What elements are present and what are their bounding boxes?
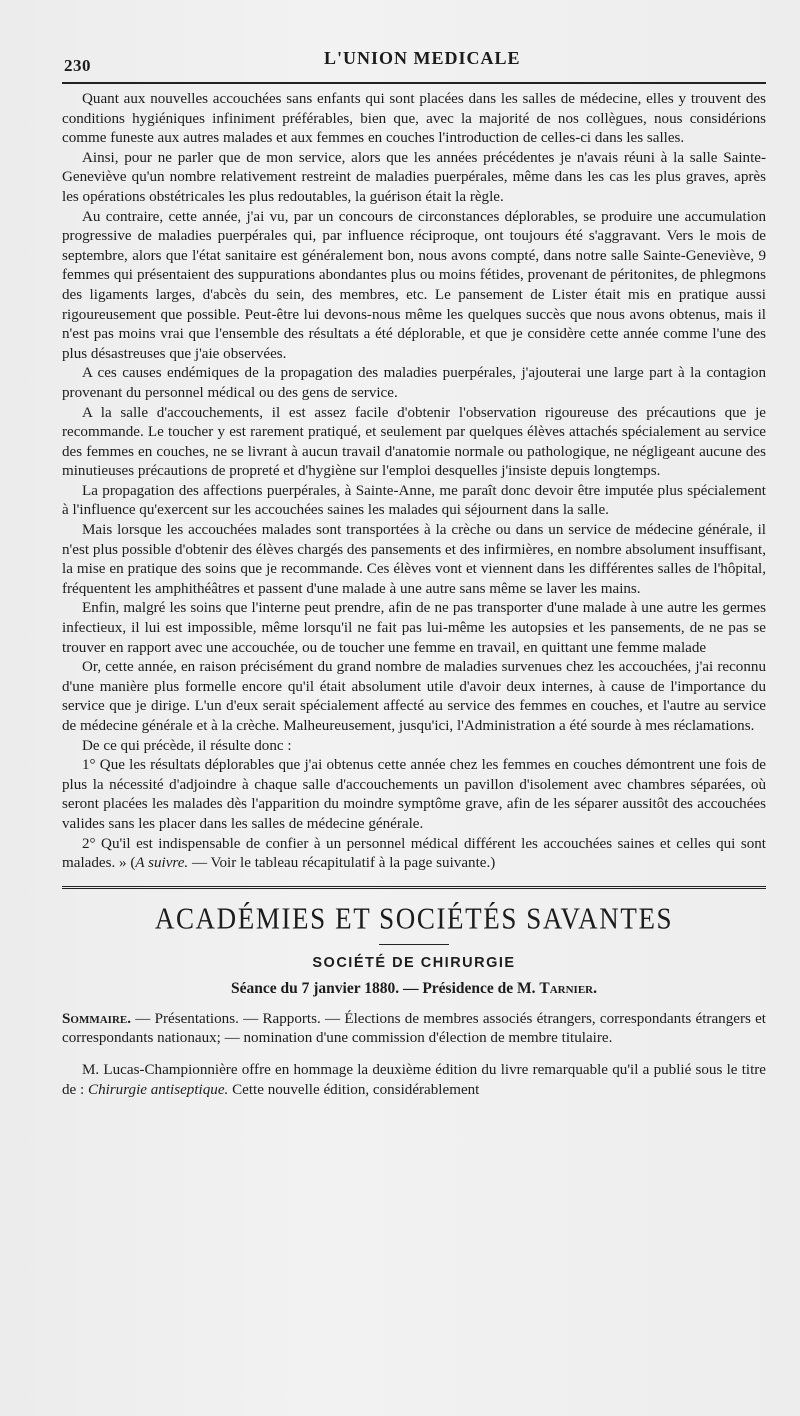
paragraph: Enfin, malgré les soins que l'interne peut prendre, afin de ne pas transporter d'une malade à une autre les germes infectieux, il lui est impossible, même lorsqu'il ne fait pas lui-même les autopsies et les pansements, de ne pas se trouver en rapport avec une accouchée, ou de toucher une femme en travail, en quittant une femme malade — [62, 600, 766, 656]
paragraph: Mais lorsque les accouchées malades sont transportées à la crèche ou dans un service de médecine générale, il n'est plus possible d'obtenir des élèves chargés des pansements et des infirmières, en nombre absolument insuffisant, la mise en pratique des soins que je recommande. Ces élèves vont et viennent dans les différentes salles de l'hôpital, fréquentent les amphithéâtres et passent d'une malade à une autre sans même se laver les mains. — [62, 522, 766, 597]
subsection-title: SOCIÉTÉ DE CHIRURGIE — [312, 954, 516, 971]
last-paragraph — [62, 835, 766, 874]
summary — [62, 1010, 766, 1049]
section-separator — [62, 886, 766, 891]
running-title: L'UNION MEDICALE — [324, 48, 521, 68]
closing-text-after: Cette nouvelle édition, considérablement — [228, 1081, 480, 1098]
suite-rest: — Voir le tableau récapitulatif à la page suivante.) — [188, 855, 496, 872]
page-number: 230 — [64, 56, 91, 75]
paragraph: Or, cette année, en raison précisément du grand nombre de maladies survenues chez les accouchées, j'ai reconnu d'une manière plus formelle encore qu'il était absolument utile d'avoir deux internes, à cause de l'importance du service que je dirige. L'un d'eux serait spécialement affecté au service des femmes en couches, et l'autre au service de médecine générale et à la crèche. Malheureusement, jusqu'ici, l'Administration a été sourde à mes réclamations. — [62, 659, 766, 734]
closing-paragraph — [62, 1061, 766, 1100]
paragraph: De ce qui précède, il résulte donc : — [82, 737, 292, 754]
paragraph: Quant aux nouvelles accouchées sans enfants qui sont placées dans les salles de médecine, elles y trouvent des conditions hygiéniques infiniment préférables, bien que, avec la majorité de nos collègues, nous considérions comme funeste aux autres malades et aux femmes en couches l'introduction de celles-ci dans les salles. — [62, 91, 766, 147]
paragraph: Au contraire, cette année, j'ai vu, par un concours de circonstances déplorables, se produire une accumulation progressive de maladies puerpérales qui, par influence réciproque, ont toujours été s'aggravant. Vers le mois de septembre, alors que l'état sanitaire est généralement bon, nous avons compté, dans notre salle Sainte-Geneviève, 9 femmes qui présentaient des suppurations abondantes plus ou moins fétides, provenant de péritonites, de phlegmons des ligaments larges, d'abcès du sein, des membres, etc. Le pansement de Lister était mis en pratique aussi rigoureusement que possible. Peut-être lui devons-nous même les quelques succès que nous avons obtenus, mais il n'est pas moins vrai que l'ensemble des résultats a été déplorable, et que je considère cette année comme l'une des plus désastreuses que j'aie observées. — [62, 208, 766, 362]
section-short-rule — [379, 944, 449, 945]
session-line — [62, 980, 766, 998]
paragraph: A la salle d'accouchements, il est assez facile d'obtenir l'observation rigoureuse des précautions que je recommande. Le toucher y est rarement pratiqué, et seulement par quelques élèves attachés spécialement au service des femmes en couches, ne se livrant à aucun travail d'anatomie normale ou pathologique, ne négligeant aucune des minutieuses précautions de propreté et d'hygiène sur l'emploi desquelles j'insiste depuis longtemps. — [62, 404, 766, 480]
book-title: Chirurgie antiseptique. — [88, 1081, 229, 1098]
paragraph: Ainsi, pour ne parler que de mon service, alors que les années précédentes je n'avais réuni à la salle Sainte-Geneviève qu'un nombre relativement restreint de maladies puerpérales, même dans les cas les plus graves, après les opérations obstétricales les plus redoutables, la guérison était la règle. — [62, 149, 766, 205]
page-header — [62, 40, 766, 74]
article-body — [62, 90, 766, 874]
suite-open: ( — [130, 855, 136, 872]
summary-text: — Présentations. — Rapports. — Élections de membres associés étrangers, correspondants étrangers et correspondants nationaux; — nomination d'une commission d'élection de membre titulaire. — [62, 1010, 766, 1047]
paragraph: 1° Que les résultats déplorables que j'ai obtenus cette année chez les femmes en couches démontrent une fois de plus la nécessité d'adjoindre à chaque salle d'accouchements un pavillon d'isolement avec chambres séparées, où seront placées les malades dès l'apparition du moindre symptôme grave, afin de les séparer aussitôt des accouchées valides sans les placer dans les salles de médecine générale. — [62, 757, 766, 832]
suite-italic: A suivre. — [135, 855, 189, 872]
summary-label: Sommaire. — [62, 1010, 131, 1027]
paragraph: A ces causes endémiques de la propagation des maladies puerpérales, j'ajouterai une large part à la contagion provenant du personnel médical ou des gens de service. — [62, 365, 766, 401]
section-title: ACADÉMIES ET SOCIÉTÉS SAVANTES — [154, 900, 674, 935]
paragraph: La propagation des affections puerpérales, à Sainte-Anne, me paraît donc devoir être imputée plus spécialement à l'influence qu'exercent sur les accouchées saines les malades qui séjournent dans la salle. — [62, 482, 766, 519]
header-rule — [62, 82, 766, 84]
session-prefix: Séance du 7 janvier 1880. — Présidence de M. — [231, 979, 540, 997]
president-name: Tarnier. — [539, 979, 597, 997]
closing-text: M. Lucas-Championnière offre en hommage la deuxième édition du livre remarquable qu'il a publié sous le titre de : — [62, 1061, 766, 1098]
last-paragraph-text: 2° Qu'il est indispensable de confier à un personnel médical différent les accouchées saines et celles qui sont malades. » — [62, 835, 766, 872]
